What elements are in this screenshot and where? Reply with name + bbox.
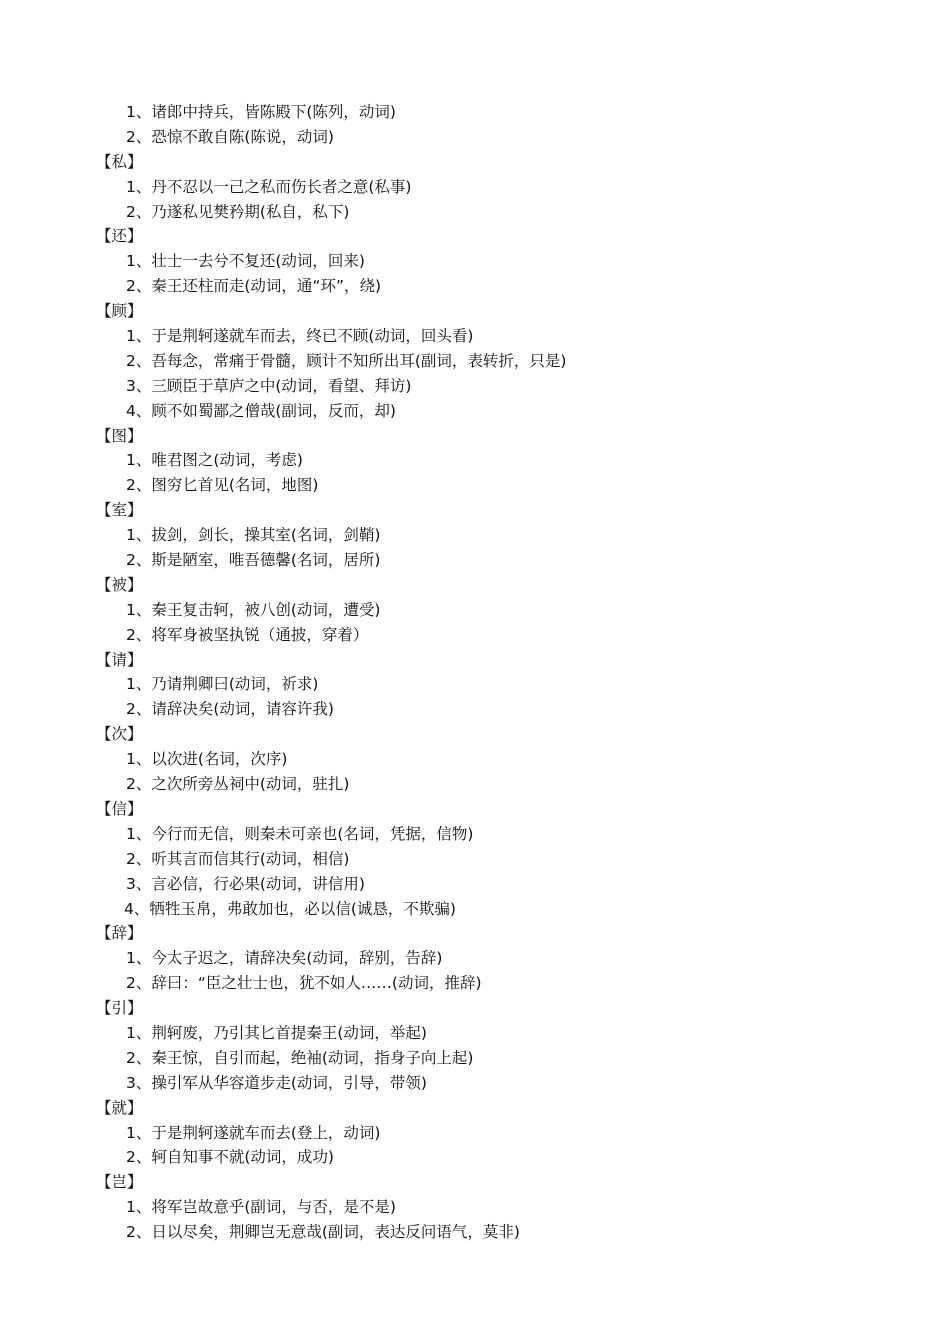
list-item: 1、乃请荆卿曰(动词，祈求) bbox=[126, 675, 319, 694]
list-item: 1、丹不忍以一己之私而伤长者之意(私事) bbox=[126, 177, 412, 196]
list-item: 2、秦王惊，自引而起，绝袖(动词，指身子向上起) bbox=[126, 1048, 474, 1067]
list-item: 1、于是荆轲遂就车而去(登上，动词) bbox=[126, 1123, 381, 1142]
section-heading: 【就】 bbox=[96, 1098, 143, 1117]
list-item: 2、乃遂私见樊矜期(私自，私下) bbox=[126, 202, 350, 221]
list-item: 1、秦王复击轲，被八创(动词，遭受) bbox=[126, 600, 381, 619]
list-item: 2、将军身被坚执锐（通披，穿着） bbox=[126, 625, 369, 644]
list-item: 3、言必信，行必果(动词，讲信用) bbox=[126, 874, 365, 893]
section-heading: 【岂】 bbox=[96, 1173, 143, 1192]
section-heading: 【顾】 bbox=[96, 302, 143, 321]
list-item: 4、顾不如蜀鄙之僧哉(副词，反而，却) bbox=[126, 401, 396, 420]
list-item: 2、请辞决矣(动词，请容许我) bbox=[126, 700, 334, 719]
list-item: 1、今太子迟之，请辞决矣(动词，辞别，告辞) bbox=[126, 949, 443, 968]
section-heading: 【室】 bbox=[96, 501, 143, 520]
list-item: 1、诸郎中持兵，皆陈殿下(陈列，动词) bbox=[126, 103, 396, 121]
list-item: 1、今行而无信，则秦未可亲也(名词，凭据，信物) bbox=[126, 824, 474, 843]
list-item: 1、壮士一去兮不复还(动词，回来) bbox=[126, 252, 365, 271]
list-item: 2、吾每念，常痛于骨髓，顾计不知所出耳(副词，表转折，只是) bbox=[126, 351, 567, 370]
list-item: 1、于是荆轲遂就车而去，终已不顾(动词，回头看) bbox=[126, 327, 474, 346]
list-item: 2、恐惊不敢自陈(陈说，动词) bbox=[126, 127, 334, 146]
section-heading: 【图】 bbox=[96, 426, 143, 445]
document-body bbox=[0, 100, 950, 1245]
list-item: 2、辞曰：“臣之壮士也，犹不如人……(动词，推辞) bbox=[126, 974, 482, 993]
section-heading: 【请】 bbox=[96, 650, 143, 669]
list-item: 3、三顾臣于草庐之中(动词，看望、拜访) bbox=[126, 376, 412, 395]
section-heading: 【辞】 bbox=[96, 924, 143, 943]
section-heading: 【次】 bbox=[96, 725, 143, 744]
list-item: 2、听其言而信其行(动词，相信) bbox=[126, 849, 350, 868]
section-heading: 【信】 bbox=[96, 799, 143, 818]
section-heading: 【还】 bbox=[96, 227, 143, 246]
section-heading: 【私】 bbox=[96, 152, 143, 171]
section-heading: 【被】 bbox=[96, 575, 143, 594]
list-item: 1、拔剑，剑长，操其室(名词，剑鞘) bbox=[126, 526, 381, 545]
list-item: 1、以次进(名词，次序) bbox=[126, 750, 288, 769]
list-item: 2、轲自知事不就(动词，成功) bbox=[126, 1148, 334, 1167]
list-item: 1、唯君图之(动词，考虑) bbox=[126, 451, 303, 470]
list-item: 1、将军岂故意乎(副词，与否，是不是) bbox=[126, 1198, 396, 1217]
list-item: 2、斯是陋室，唯吾德馨(名词，居所) bbox=[126, 551, 381, 570]
list-item: 2、之次所旁丛祠中(动词，驻扎) bbox=[126, 775, 350, 794]
section-heading: 【引】 bbox=[96, 999, 143, 1018]
list-item: 4、牺牲玉帛，弗敢加也，必以信(诚恳，不欺骗) bbox=[124, 899, 456, 918]
list-item: 2、图穷匕首见(名词，地图) bbox=[126, 476, 319, 495]
list-item: 2、秦王还柱而走(动词，通“环”，绕) bbox=[126, 277, 382, 296]
list-item: 1、荆轲废，乃引其匕首提秦王(动词，举起) bbox=[126, 1023, 427, 1042]
list-item: 2、日以尽矣，荆卿岂无意哉(副词，表达反问语气，莫非) bbox=[126, 1223, 520, 1242]
list-item: 3、操引军从华容道步走(动词，引导，带领) bbox=[126, 1073, 427, 1092]
